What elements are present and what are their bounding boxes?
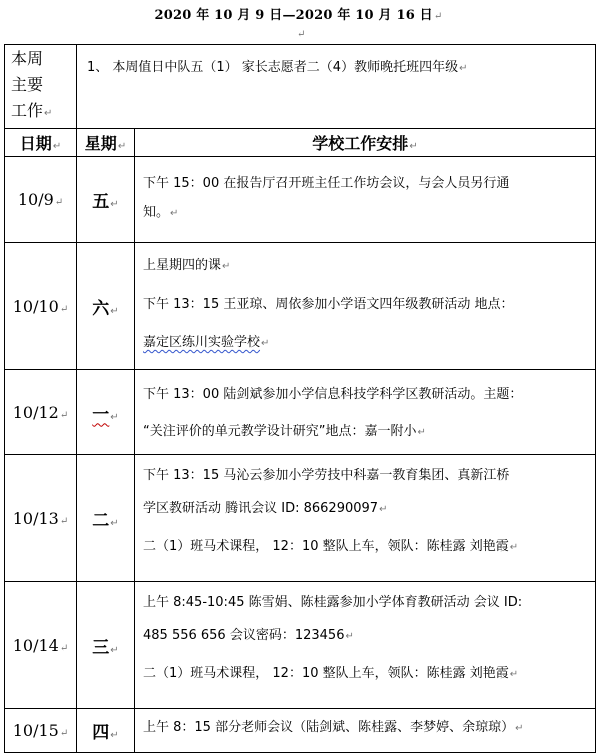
task-line: 485 556 656 会议密码：123456 [143,628,345,643]
paragraph-mark-icon: ↵ [110,411,119,423]
task-line: 下午 13：15 王亚琼、周依参加小学语文四年级教研活动 地点： [143,297,514,312]
row-date: 10/15↵ [5,709,77,753]
task-line: 二（1）班马术课程， 12：10 整队上车，领队：陈桂露 刘艳霞 [143,539,509,554]
paragraph-mark-icon: ↵ [110,644,119,656]
paragraph-mark-icon: ↵ [170,208,179,219]
table-row [5,582,596,709]
paragraph-mark-icon: ↵ [59,642,69,654]
paragraph-mark-icon: ↵ [222,261,231,272]
paragraph-mark-icon: ↵ [52,141,62,152]
document-title: 2020 年 10 月 9 日—2020 年 10 月 16 日↵ [154,8,443,23]
row-date: 10/13↵ [5,455,77,582]
paragraph-mark-icon: ↵ [110,199,119,210]
table-row [5,243,596,370]
table-row [5,157,596,243]
task-line: 上午 8:45-10:45 陈雪娟、陈桂露参加小学体育教研活动 会议 ID: [143,595,523,610]
table-row [5,709,596,753]
row-weekday: 二↵ [77,455,135,582]
row-tasks [135,455,596,582]
task-line: 下午 15：00 在报告厅召开班主任工作坊会议，与会人员另行通 [143,176,510,191]
paragraph-mark-icon: ↵ [459,63,468,74]
row-tasks [135,243,596,370]
header-row [5,129,596,157]
focus-label-line: 本周 [11,49,44,68]
header-date: 日期↵ [5,129,77,157]
task-line: 学区教研活动 腾讯会议 ID: 866290097 [143,501,379,516]
paragraph-mark-icon: ↵ [59,303,69,315]
paragraph-mark-icon: ↵ [110,730,119,741]
paragraph-mark-icon: ↵ [509,669,519,680]
task-line: 下午 13：15 马沁云参加小学劳技中科嘉一教育集团、真新江桥 [143,468,510,483]
task-line: 知。 [143,205,170,220]
row-tasks [135,370,596,455]
paragraph-mark-icon: ↵ [409,141,418,152]
paragraph-mark-icon: ↵ [509,542,519,553]
task-line: 嘉定区练川实验学校 [143,335,261,350]
paragraph-mark-icon: ↵ [417,427,426,438]
row-weekday: 一↵ [77,370,135,455]
paragraph-mark-icon: ↵ [515,723,524,734]
row-tasks [135,157,596,243]
row-weekday: 六↵ [77,243,135,370]
row-date: 10/9↵ [5,157,77,243]
table-row [5,455,596,582]
focus-text: 1、 本周值日中队五（1） 家长志愿者二（4）教师晚托班四年级 [87,60,459,75]
row-weekday: 四↵ [77,709,135,753]
schedule-table [4,44,596,753]
row-tasks [135,709,596,753]
paragraph-mark-icon: ↵ [297,29,306,40]
header-weekday: 星期↵ [77,129,135,157]
row-weekday: 五↵ [77,157,135,243]
row-tasks [135,582,596,709]
paragraph-mark-icon: ↵ [117,141,127,152]
task-line: “关注评价的单元教学设计研究”地点：嘉一附小 [143,424,417,439]
header-tasks: 学校工作安排↵ [135,129,596,157]
paragraph-mark-icon: ↵ [110,305,119,317]
focus-label-line: 主要 [11,75,44,94]
row-date: 10/14↵ [5,582,77,709]
row-date: 10/10↵ [5,243,77,370]
paragraph-mark-icon: ↵ [59,409,69,421]
paragraph-mark-icon: ↵ [110,517,119,529]
paragraph-mark-icon: ↵ [59,728,69,739]
paragraph-mark-icon: ↵ [54,197,64,208]
task-line: 上星期四的课 [143,258,222,273]
paragraph-mark-icon: ↵ [261,338,270,349]
focus-label [5,45,77,129]
table-row [5,370,596,455]
focus-label-line: 工作↵ [11,101,53,120]
paragraph-mark-icon: ↵ [44,108,53,119]
task-line: 下午 13：00 陆剑斌参加小学信息科技学科学区教研活动。主题： [143,387,523,402]
focus-text-cell [77,45,596,129]
row-date: 10/12↵ [5,370,77,455]
row-weekday: 三↵ [77,582,135,709]
paragraph-mark-icon: ↵ [345,631,354,642]
paragraph-mark-icon: ↵ [433,11,443,22]
task-line: 二（1）班马术课程， 12：10 整队上车，领队：陈桂露 刘艳霞 [143,666,509,681]
paragraph-mark-icon: ↵ [379,504,388,515]
task-line: 上午 8：15 部分老师会议（陆剑斌、陈桂露、李梦婷、余琼琼） [143,720,515,735]
focus-row [5,45,596,129]
paragraph-mark-icon: ↵ [59,515,69,527]
